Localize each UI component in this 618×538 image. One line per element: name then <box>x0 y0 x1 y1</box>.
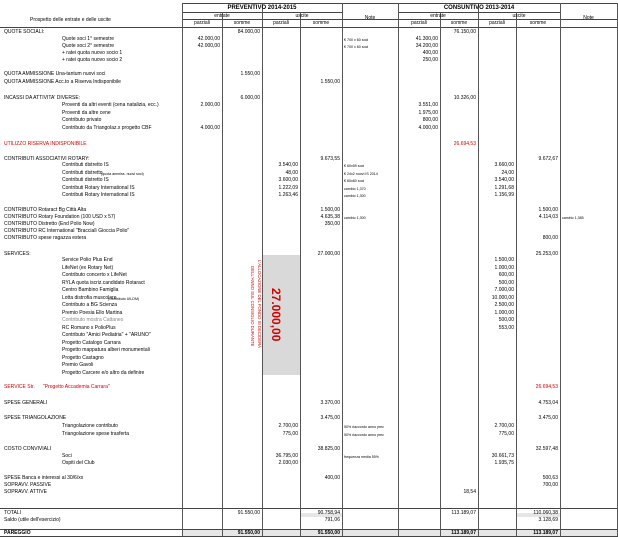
triang-n1: 50% riaccordo anno prec <box>344 425 384 429</box>
incassi-i1: Proventi da altri eventi (cena natalizia, ecc.) <box>62 102 159 108</box>
contributi-l1: Contributi distretto IS <box>62 162 109 168</box>
amm-a2: QUOTA AMMISSIONE Acc.to a Riserva Indisponibile <box>4 79 121 85</box>
incassi-p-tot: 6.000,00 <box>240 95 260 101</box>
contrib2-l1: CONTRIBUTO Rotaract Bg Città Alta <box>4 207 87 213</box>
incassi-title: INCASSI DA ATTIVITA' DIVERSE: <box>4 95 81 101</box>
rule-e <box>0 508 618 509</box>
service-item: RC Romano x PolioPlus <box>62 325 116 331</box>
contributi-l2b: (quota ammiss. nuovi soci) <box>101 172 144 176</box>
incassi-p1: 2.000,00 <box>200 102 220 108</box>
col-line <box>222 12 223 536</box>
triang-p1: 2.700,00 <box>278 423 298 429</box>
contributi-c-tot: 9.672,67 <box>538 156 558 162</box>
banca-label: SPESE Banca e interessi al 30/6/xx <box>4 475 84 481</box>
service-c-val: 1.000,00 <box>494 265 514 271</box>
incassi-c-tot: 10.326,00 <box>453 95 476 101</box>
contrib2-l5: CONTRIBUTO spese ragazza estera <box>4 235 87 241</box>
service-c-val: 500,00 <box>498 280 514 286</box>
quote-c-s1: 41.300,00 <box>415 36 438 42</box>
service-item: Contributo "Amici Pediatria" + "ARUNO" <box>62 332 151 338</box>
conviviali-p1: 36.795,00 <box>275 453 298 459</box>
contrib2-c2: 4.114,03 <box>538 214 558 220</box>
services-p-tot: 27.000,00 <box>317 251 340 257</box>
quote-s1: Quote soci 1° semestre <box>62 36 115 42</box>
saldo-c: 3.128,69 <box>538 517 558 523</box>
services-title: SERVICES: <box>4 251 31 257</box>
generali-c: 4.753,04 <box>538 400 558 406</box>
contributi-p-tot: 9.673,55 <box>320 156 340 162</box>
service-c-val: 1.000,00 <box>494 310 514 316</box>
quote-n1: € 700 x 60 soci <box>344 38 369 42</box>
conviviali-c-tot: 32.597,48 <box>535 446 558 452</box>
incassi-i2: Proventi da altre cene <box>62 110 111 116</box>
totali-pe: 91.550,00 <box>237 510 260 516</box>
service-item: Progetto Castagno <box>62 355 104 361</box>
quote-c-s2: 34.200,00 <box>415 43 438 49</box>
contributi-title: CONTRIBUTI ASSOCIATIVI ROTARY: <box>4 156 90 162</box>
contributi-n4: cambio 1,370 <box>344 187 366 191</box>
note-header: Note <box>364 15 376 21</box>
contrib2-c5: 800,00 <box>542 235 558 241</box>
pareggio-cu: 113.189,07 <box>533 530 558 536</box>
contributi-p3: 3.600,00 <box>278 177 298 183</box>
pareggio-ce: 113.189,07 <box>451 530 476 536</box>
service-item: Lotta distrofia muscolare <box>62 295 117 301</box>
amm-a1: QUOTA AMMISSIONE Una-tantum nuovi soci <box>4 71 106 77</box>
quote-c-r2: 250,00 <box>422 57 438 63</box>
uscite-header-c: uscite <box>512 13 526 19</box>
service-c-val: 553,00 <box>498 325 514 331</box>
service-str-label: SERVICE Str. <box>4 384 35 390</box>
banca-p: 400,00 <box>324 475 340 481</box>
contributi-n5: cambio 1,300 <box>344 194 366 198</box>
somme-header-c: somme <box>529 20 547 26</box>
attive-label: SOPRAVV. ATTIVE <box>4 489 47 495</box>
utilizzo-c: 26.694,53 <box>453 141 476 147</box>
service-item: Contributo a BG Scienza <box>62 302 118 308</box>
contrib2-p1: 1.500,00 <box>320 207 340 213</box>
col-line <box>300 12 301 536</box>
contrib2-p2: 4.635,38 <box>320 214 340 220</box>
service-item: Premio Gavoli <box>62 362 94 368</box>
quote-r1: + ratei quota nuovo socio 1 <box>62 50 123 56</box>
preventivo-title: PREVENTIVO 2014-2015 <box>227 5 297 11</box>
entrate-header: entrate <box>214 13 230 19</box>
services-note-2: DELL'ANNO SUL CONSIGLIO DURANTE <box>250 266 255 347</box>
incassi-c1: 3.551,00 <box>418 102 438 108</box>
contrib2-l3: CONTRIBUTO Distretto (End Polio Now) <box>4 221 95 227</box>
parziali-header: parziali <box>194 20 210 26</box>
quote-p-tot: 84.000,00 <box>237 29 260 35</box>
contributi-p4: 1.222,09 <box>278 185 298 191</box>
entrate-header-c: entrate <box>430 13 446 19</box>
generali-p: 3.370,00 <box>320 400 340 406</box>
parziali-header: parziali <box>273 20 289 26</box>
attive-c: 18,54 <box>463 489 476 495</box>
prospetto-title: Prospetto delle entrate e delle uscite <box>30 17 111 23</box>
contrib2-p3: 350,00 <box>324 221 340 227</box>
triang-l1: Triangolazione contributo <box>62 423 118 429</box>
passive-c: 700,00 <box>542 482 558 488</box>
utilizzo-label: UTILIZZO RISERVA INDISPONIBILE <box>4 141 87 147</box>
conviviali-label: COSTO CONVIVIALI <box>4 446 52 452</box>
rule-d <box>0 27 618 28</box>
totali-pu: 90.758,94 <box>317 510 340 516</box>
contributi-c5: 1.156,99 <box>494 192 514 198</box>
incassi-i4: Contributo da Triangolaz.x progetto CBF <box>62 125 152 131</box>
contrib2-l2: CONTRIBUTO Rotary Foundation (100 USD x 57) <box>4 214 116 220</box>
quote-p-s2: 42.000,00 <box>197 43 220 49</box>
col-line <box>560 3 561 536</box>
note-header-c: Note <box>583 15 594 21</box>
saldo-p: 791,06 <box>324 517 340 523</box>
col-line <box>182 3 183 536</box>
incassi-c4: 4.000,00 <box>418 125 438 131</box>
contributi-c3: 3.540,00 <box>494 177 514 183</box>
triang-p2: 775,00 <box>282 431 298 437</box>
incassi-c2: 1.975,00 <box>418 110 438 116</box>
service-item: Progetto mappatura alberi monumentali <box>62 347 150 353</box>
service-item: Progetto Catalogo Carrara <box>62 340 121 346</box>
contributi-l5: Contributi Rotary International IS <box>62 192 135 198</box>
col-line <box>440 12 441 536</box>
conviviali-p2: 2.030,00 <box>278 460 298 466</box>
conviviali-l2: Ospiti del Club <box>62 460 95 466</box>
service-item: LifeNet (ex Rotary Net) <box>62 265 114 271</box>
col-line <box>516 12 517 536</box>
contributi-c2: 24,00 <box>501 170 514 176</box>
service-item: RYLA quota iscriz.candidato Rotaract <box>62 280 145 286</box>
contributi-c4: 1.291,68 <box>494 185 514 191</box>
consuntivo-title: CONSUNTIVO 2013-2014 <box>443 5 515 11</box>
triang-n2: 50% riaccordo anno prec <box>344 433 384 437</box>
conviviali-c2: 1.935,75 <box>494 460 514 466</box>
quote-r2: + ratei quota nuovo socio 2 <box>62 57 123 63</box>
service-c-val: 10.000,00 <box>491 295 514 301</box>
services-note-1: L'ALLOCAZIONE DEL FONDO SI DECIDERÀ <box>257 260 262 349</box>
service-item: Centro Bambino Famiglia <box>62 287 119 293</box>
contributi-p1: 3.540,00 <box>278 162 298 168</box>
contrib2-c1: 1.500,00 <box>538 207 558 213</box>
quote-s2: Quote soci 2° semestre <box>62 43 115 49</box>
somme-header: somme <box>312 20 330 26</box>
somme-header-c: somme <box>450 20 468 26</box>
services-c-tot: 25.253,00 <box>535 251 558 257</box>
triang-label: SPESE TRIANGOLAZIONE <box>4 415 67 421</box>
conviviali-p-tot: 38.825,00 <box>317 446 340 452</box>
triang-c1: 2.700,00 <box>494 423 514 429</box>
conviviali-c1: 30.661,73 <box>491 453 514 459</box>
contributi-n1: € 60x59 soci <box>344 164 365 168</box>
contributi-p2: 48,00 <box>285 170 298 176</box>
conviviali-n1: frequenza media 55% <box>344 455 379 459</box>
pareggio-label: PAREGGIO <box>4 530 31 536</box>
banca-c: 500,63 <box>542 475 558 481</box>
service-c-val: 7.000,00 <box>494 287 514 293</box>
service-item: Premio Poesia Ello Martina <box>62 310 123 316</box>
quote-title: QUOTE SOCIALI: <box>4 29 45 35</box>
contrib2-n2: cambio 1,300 <box>344 216 366 220</box>
uscite-header: uscite <box>295 13 309 19</box>
quote-n2: € 700 x 60 soci <box>344 45 369 49</box>
services-big-amount: 27.000,00 <box>269 288 283 342</box>
saldo-label: Saldo (utile dell'esercizio) <box>4 517 61 523</box>
quote-p-s1: 42.000,00 <box>197 36 220 42</box>
passive-label: SOPRAVV. PASSIVE <box>4 482 52 488</box>
triang-l2: Triangolazione spese trasferta <box>62 431 130 437</box>
service-item: Service Polio Plus End <box>62 257 113 263</box>
triang-c2: 775,00 <box>498 431 514 437</box>
parziali-header-c: parziali <box>489 20 505 26</box>
totali-label: TOTALI <box>4 510 22 516</box>
pareggio-pu: 91.550,00 <box>317 530 340 536</box>
service-item: Contributo concerto x LifeNet <box>62 272 127 278</box>
service-item: Contributo mostra Cattaneo <box>62 317 124 323</box>
contributi-c1: 3.660,00 <box>494 162 514 168</box>
triang-p-tot: 3.475,00 <box>320 415 340 421</box>
amm-p1: 1.550,00 <box>240 71 260 77</box>
col-line <box>342 3 343 536</box>
incassi-i3: Contributo privato <box>62 117 102 123</box>
parziali-header-c: parziali <box>411 20 427 26</box>
contributi-l2: Contributi distretto <box>62 170 103 176</box>
service-distrofia-note: (Contributo UILDM) <box>108 297 140 301</box>
conviviali-l1: Soci <box>62 453 72 459</box>
totali-cu: 110.060,38 <box>533 510 558 516</box>
generali-label: SPESE GENERALI <box>4 400 48 406</box>
incassi-c3: 800,00 <box>422 117 438 123</box>
contrib2-cn2: cambio 1,385 <box>562 216 584 220</box>
service-c-val: 1.500,00 <box>494 257 514 263</box>
service-c-val: 500,00 <box>498 317 514 323</box>
top-rule <box>182 3 618 4</box>
incassi-p4: 4.000,00 <box>200 125 220 131</box>
contributi-l3: Contributi distretto IS <box>62 177 109 183</box>
pareggio-pe: 91.550,00 <box>237 530 260 536</box>
service-str-c: 26.694,53 <box>535 384 558 390</box>
contributi-n3: € 60x60 soci <box>344 179 365 183</box>
amm-p2: 1.550,00 <box>320 79 340 85</box>
totali-ce: 113.189,07 <box>451 510 476 516</box>
rule-g <box>0 536 618 537</box>
service-c-val: 600,00 <box>498 272 514 278</box>
service-str-name: "Progetto Accademia Carrara" <box>43 384 110 390</box>
col-line <box>398 3 399 536</box>
somme-header: somme <box>233 20 251 26</box>
quote-c-r1: 400,00 <box>422 50 438 56</box>
contributi-n2: € 24x2 nuovi IS 2014 <box>344 172 378 176</box>
contributi-p5: 1.263,46 <box>278 192 298 198</box>
contrib2-l4: CONTRIBUTO RC International "Braccialì Gioccia Polio" <box>4 228 130 234</box>
triang-c-tot: 3.475,00 <box>538 415 558 421</box>
quote-c-tot: 76.150,00 <box>453 29 476 35</box>
contributi-l4: Contributi Rotary International IS <box>62 185 135 191</box>
service-c-val: 2.500,00 <box>494 302 514 308</box>
service-item: Progetto Carcere e/o altro da definire <box>62 370 145 376</box>
